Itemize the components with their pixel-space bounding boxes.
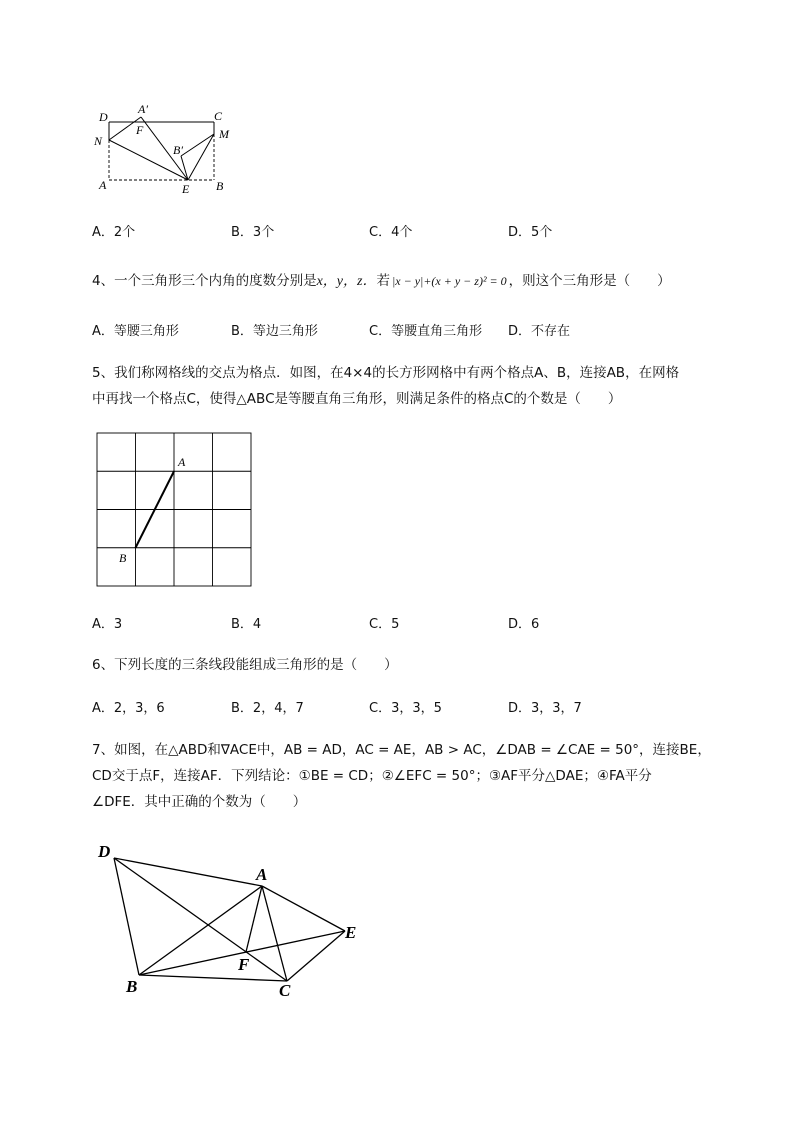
q4-option-c[interactable]: C．等腰直角三角形 — [369, 324, 483, 339]
seg-DA — [114, 858, 262, 886]
label-M: M — [219, 127, 229, 141]
q6-option-a[interactable]: A．2，3，6 — [92, 701, 165, 716]
fig-label-C: C — [279, 981, 291, 1000]
q4-equation: |x − y|+(x + y − z)² = 0 — [391, 274, 507, 288]
q7-stem-line3: ∠DFE．其中正确的个数为（ ） — [92, 794, 307, 810]
q4-option-d[interactable]: D．不存在 — [508, 324, 571, 339]
q6-option-b[interactable]: B．2，4，7 — [231, 701, 304, 716]
figure-triangles — [92, 838, 372, 1003]
q3-option-a[interactable]: A．2个 — [92, 225, 136, 240]
q3-option-b[interactable]: B．3个 — [231, 225, 275, 240]
fig-label-F: F — [238, 955, 250, 974]
label-A: A — [99, 178, 107, 192]
q4-stem — [92, 269, 671, 290]
q6-stem: 6、下列长度的三条线段能组成三角形的是（ ） — [92, 657, 398, 673]
q6-option-c[interactable]: C．3，3，5 — [369, 701, 442, 716]
seg-AE — [262, 886, 345, 931]
label-N: N — [94, 134, 103, 148]
q7-stem-line2: CD交于点F，连接AF．下列结论：①BE = CD；②∠EFC = 50°；③AF平分△DAE；④FA平分 — [92, 768, 652, 784]
fold-EB-prime — [181, 156, 188, 180]
fold-B-prime-M — [181, 134, 214, 156]
q3-option-d[interactable]: D．5个 — [508, 225, 553, 240]
q4-condition-intro: 若 — [376, 273, 390, 289]
q5-stem-line1: 5、我们称网格线的交点为格点．如图，在4×4的长方形网格中有两个格点A、B，连接AB，在网格 — [92, 365, 680, 381]
label-E: E — [182, 182, 190, 196]
grid-label-B: B — [119, 551, 127, 565]
q3-option-c[interactable]: C．4个 — [369, 225, 413, 240]
q5-stem-line2: 中再找一个格点C，使得△ABC是等腰直角三角形，则满足条件的格点C的个数是（ ） — [92, 391, 622, 407]
figure-rectangle-fold — [88, 98, 238, 200]
q5-option-a[interactable]: A．3 — [92, 617, 123, 632]
seg-CE — [287, 931, 345, 981]
seg-AC — [262, 886, 287, 981]
figure-grid — [96, 432, 254, 590]
label-F: F — [136, 123, 144, 137]
fig-label-A: A — [256, 865, 268, 884]
q5-option-d[interactable]: D．6 — [508, 617, 540, 632]
q4-stem-suffix: ，则这个三角形是（ ） — [508, 273, 671, 289]
label-B-prime: B′ — [173, 143, 183, 157]
q6-option-d[interactable]: D．3，3，7 — [508, 701, 582, 716]
label-B: B — [216, 179, 224, 193]
fold-EM — [188, 134, 214, 180]
q7-stem-line1: 7、如图，在△ABD和∇ACE中，AB = AD，AC = AE，AB > AC，∠DAB = ∠CAE = 50°，连接BE， — [92, 742, 711, 758]
q5-option-b[interactable]: B．4 — [231, 617, 262, 632]
q4-vars: x，y，z． — [316, 274, 377, 289]
q5-option-c[interactable]: C．5 — [369, 617, 400, 632]
fig-label-B: B — [126, 977, 138, 996]
fig-label-E: E — [345, 923, 357, 942]
q4-stem-prefix: 4、一个三角形三个内角的度数分别是 — [92, 273, 317, 289]
fig-label-D: D — [98, 842, 111, 861]
label-C: C — [214, 109, 223, 123]
label-D: D — [99, 110, 108, 124]
seg-DB — [114, 858, 139, 975]
grid-label-A: A — [178, 455, 186, 469]
seg-BC — [139, 975, 287, 981]
q4-option-b[interactable]: B．等边三角形 — [231, 324, 318, 339]
q4-option-a[interactable]: A．等腰三角形 — [92, 324, 179, 339]
label-A-prime: A′ — [138, 102, 148, 116]
